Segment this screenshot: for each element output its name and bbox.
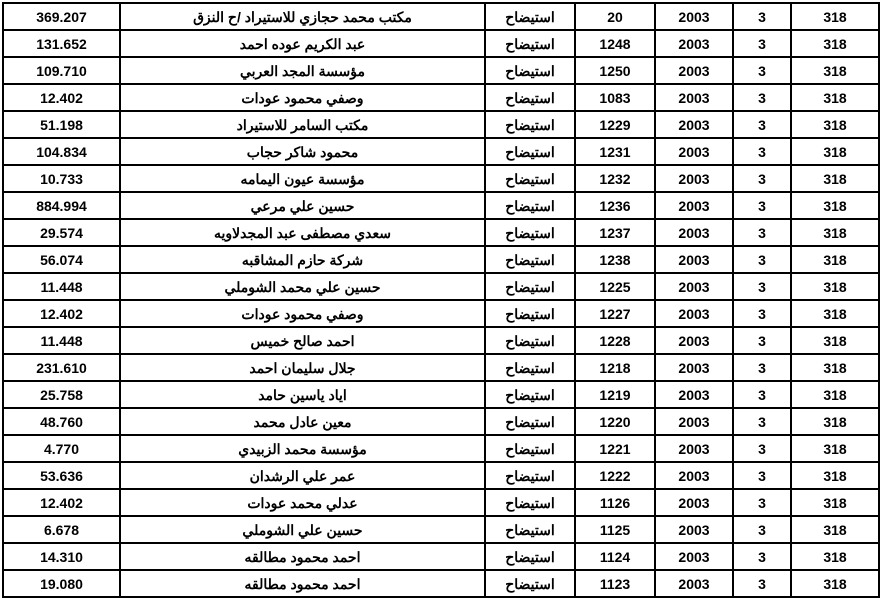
cell-code: 1222 (575, 462, 655, 489)
cell-code: 1124 (575, 543, 655, 570)
cell-name: جلال سليمان احمد (120, 354, 485, 381)
cell-name: مكتب محمد حجازي للاستيراد /ح النزق (120, 3, 485, 30)
cell-name: مؤسسة عيون اليمامه (120, 165, 485, 192)
cell-name: معين عادل محمد (120, 408, 485, 435)
cell-status: استيضاح (485, 30, 575, 57)
table-row (3, 327, 879, 354)
cell-amount: 6.678 (3, 516, 120, 543)
cell-name: احمد محمود مطالقه (120, 543, 485, 570)
cell-year: 2003 (655, 516, 733, 543)
cell-num1: 318 (791, 408, 879, 435)
cell-name: سعدي مصطفى عبد المجدلاويه (120, 219, 485, 246)
cell-code: 1225 (575, 273, 655, 300)
cell-num2: 3 (733, 165, 791, 192)
table-row (3, 138, 879, 165)
cell-num2: 3 (733, 57, 791, 84)
cell-code: 1232 (575, 165, 655, 192)
cell-amount: 369.207 (3, 3, 120, 30)
cell-num1: 318 (791, 84, 879, 111)
cell-status: استيضاح (485, 84, 575, 111)
cell-name: حسين علي مرعي (120, 192, 485, 219)
cell-amount: 11.448 (3, 273, 120, 300)
cell-year: 2003 (655, 138, 733, 165)
cell-num2: 3 (733, 327, 791, 354)
table-row (3, 408, 879, 435)
cell-num2: 3 (733, 435, 791, 462)
cell-num2: 3 (733, 111, 791, 138)
cell-year: 2003 (655, 381, 733, 408)
cell-code: 1126 (575, 489, 655, 516)
cell-year: 2003 (655, 30, 733, 57)
table-row (3, 165, 879, 192)
cell-num1: 318 (791, 543, 879, 570)
cell-num1: 318 (791, 570, 879, 597)
cell-num1: 318 (791, 219, 879, 246)
cell-name: محمود شاكر حجاب (120, 138, 485, 165)
cell-num1: 318 (791, 165, 879, 192)
cell-status: استيضاح (485, 462, 575, 489)
cell-code: 20 (575, 3, 655, 30)
cell-status: استيضاح (485, 273, 575, 300)
cell-year: 2003 (655, 84, 733, 111)
cell-code: 1219 (575, 381, 655, 408)
cell-code: 1248 (575, 30, 655, 57)
table-row (3, 462, 879, 489)
cell-year: 2003 (655, 246, 733, 273)
cell-year: 2003 (655, 165, 733, 192)
cell-amount: 11.448 (3, 327, 120, 354)
cell-name: عدلي محمد عودات (120, 489, 485, 516)
table-row (3, 30, 879, 57)
cell-num1: 318 (791, 138, 879, 165)
cell-amount: 19.080 (3, 570, 120, 597)
table-row (3, 3, 879, 30)
cell-code: 1229 (575, 111, 655, 138)
cell-status: استيضاح (485, 57, 575, 84)
cell-status: استيضاح (485, 219, 575, 246)
cell-name: عبد الكريم عوده احمد (120, 30, 485, 57)
cell-amount: 231.610 (3, 354, 120, 381)
table-row (3, 570, 879, 597)
cell-amount: 12.402 (3, 489, 120, 516)
table-row (3, 381, 879, 408)
cell-num2: 3 (733, 543, 791, 570)
cell-num2: 3 (733, 516, 791, 543)
table-row (3, 246, 879, 273)
cell-status: استيضاح (485, 408, 575, 435)
cell-amount: 25.758 (3, 381, 120, 408)
cell-name: مكتب السامر للاستيراد (120, 111, 485, 138)
cell-num2: 3 (733, 408, 791, 435)
cell-status: استيضاح (485, 138, 575, 165)
cell-code: 1083 (575, 84, 655, 111)
table-row (3, 300, 879, 327)
table-row (3, 489, 879, 516)
cell-status: استيضاح (485, 543, 575, 570)
cell-year: 2003 (655, 327, 733, 354)
cell-num1: 318 (791, 192, 879, 219)
cell-num2: 3 (733, 192, 791, 219)
cell-status: استيضاح (485, 489, 575, 516)
cell-status: استيضاح (485, 300, 575, 327)
cell-amount: 12.402 (3, 84, 120, 111)
cell-code: 1218 (575, 354, 655, 381)
cell-name: حسين علي محمد الشوملي (120, 273, 485, 300)
cell-status: استيضاح (485, 354, 575, 381)
cell-status: استيضاح (485, 381, 575, 408)
cell-num2: 3 (733, 381, 791, 408)
cell-num2: 3 (733, 273, 791, 300)
table-row (3, 111, 879, 138)
cell-code: 1227 (575, 300, 655, 327)
cell-year: 2003 (655, 3, 733, 30)
cell-status: استيضاح (485, 111, 575, 138)
cell-num2: 3 (733, 354, 791, 381)
cell-code: 1236 (575, 192, 655, 219)
table-row (3, 219, 879, 246)
cell-amount: 4.770 (3, 435, 120, 462)
cell-year: 2003 (655, 408, 733, 435)
cell-amount: 48.760 (3, 408, 120, 435)
table-row (3, 84, 879, 111)
table-row (3, 543, 879, 570)
cell-num2: 3 (733, 3, 791, 30)
cell-num1: 318 (791, 381, 879, 408)
cell-status: استيضاح (485, 192, 575, 219)
cell-amount: 104.834 (3, 138, 120, 165)
cell-year: 2003 (655, 111, 733, 138)
cell-code: 1228 (575, 327, 655, 354)
cell-status: استيضاح (485, 570, 575, 597)
cell-num1: 318 (791, 354, 879, 381)
cell-year: 2003 (655, 300, 733, 327)
cell-code: 1221 (575, 435, 655, 462)
cell-status: استيضاح (485, 327, 575, 354)
cell-num2: 3 (733, 84, 791, 111)
cell-num1: 318 (791, 273, 879, 300)
cell-num1: 318 (791, 300, 879, 327)
cell-status: استيضاح (485, 516, 575, 543)
cell-num2: 3 (733, 462, 791, 489)
cell-amount: 29.574 (3, 219, 120, 246)
cell-num1: 318 (791, 57, 879, 84)
cell-num1: 318 (791, 327, 879, 354)
table-body (3, 3, 879, 597)
cell-num1: 318 (791, 489, 879, 516)
cell-code: 1250 (575, 57, 655, 84)
cell-amount: 51.198 (3, 111, 120, 138)
cell-year: 2003 (655, 462, 733, 489)
cell-year: 2003 (655, 192, 733, 219)
cell-num2: 3 (733, 246, 791, 273)
cell-name: احمد محمود مطالقه (120, 570, 485, 597)
cell-code: 1220 (575, 408, 655, 435)
cell-status: استيضاح (485, 165, 575, 192)
cell-name: وصفي محمود عودات (120, 300, 485, 327)
table-row (3, 435, 879, 462)
cell-num1: 318 (791, 462, 879, 489)
cell-name: اياد ياسين حامد (120, 381, 485, 408)
cell-num1: 318 (791, 3, 879, 30)
cell-num1: 318 (791, 246, 879, 273)
cell-num2: 3 (733, 30, 791, 57)
cell-num2: 3 (733, 300, 791, 327)
cell-num2: 3 (733, 489, 791, 516)
cell-amount: 10.733 (3, 165, 120, 192)
cell-status: استيضاح (485, 435, 575, 462)
cell-year: 2003 (655, 489, 733, 516)
cell-year: 2003 (655, 354, 733, 381)
cell-num2: 3 (733, 219, 791, 246)
table-row (3, 273, 879, 300)
cell-num1: 318 (791, 30, 879, 57)
cell-name: مؤسسة محمد الزبيدي (120, 435, 485, 462)
cell-amount: 884.994 (3, 192, 120, 219)
cell-amount: 56.074 (3, 246, 120, 273)
cell-year: 2003 (655, 543, 733, 570)
cell-name: شركة حازم المشاقبه (120, 246, 485, 273)
cell-code: 1237 (575, 219, 655, 246)
cell-year: 2003 (655, 570, 733, 597)
cell-amount: 12.402 (3, 300, 120, 327)
cell-code: 1123 (575, 570, 655, 597)
cell-code: 1231 (575, 138, 655, 165)
cell-year: 2003 (655, 273, 733, 300)
cell-year: 2003 (655, 435, 733, 462)
cell-amount: 53.636 (3, 462, 120, 489)
cell-amount: 109.710 (3, 57, 120, 84)
cell-code: 1238 (575, 246, 655, 273)
cell-num2: 3 (733, 570, 791, 597)
cell-name: وصفي محمود عودات (120, 84, 485, 111)
cell-year: 2003 (655, 219, 733, 246)
cell-name: عمر علي الرشدان (120, 462, 485, 489)
cell-name: احمد صالح خميس (120, 327, 485, 354)
table-row (3, 354, 879, 381)
cell-num2: 3 (733, 138, 791, 165)
records-table (2, 2, 880, 598)
cell-amount: 14.310 (3, 543, 120, 570)
cell-year: 2003 (655, 57, 733, 84)
cell-status: استيضاح (485, 246, 575, 273)
cell-code: 1125 (575, 516, 655, 543)
cell-name: حسين علي الشوملي (120, 516, 485, 543)
table-row (3, 57, 879, 84)
cell-num1: 318 (791, 111, 879, 138)
cell-num1: 318 (791, 435, 879, 462)
table-row (3, 192, 879, 219)
table-row (3, 516, 879, 543)
cell-num1: 318 (791, 516, 879, 543)
cell-name: مؤسسة المجد العربي (120, 57, 485, 84)
cell-amount: 131.652 (3, 30, 120, 57)
cell-status: استيضاح (485, 3, 575, 30)
